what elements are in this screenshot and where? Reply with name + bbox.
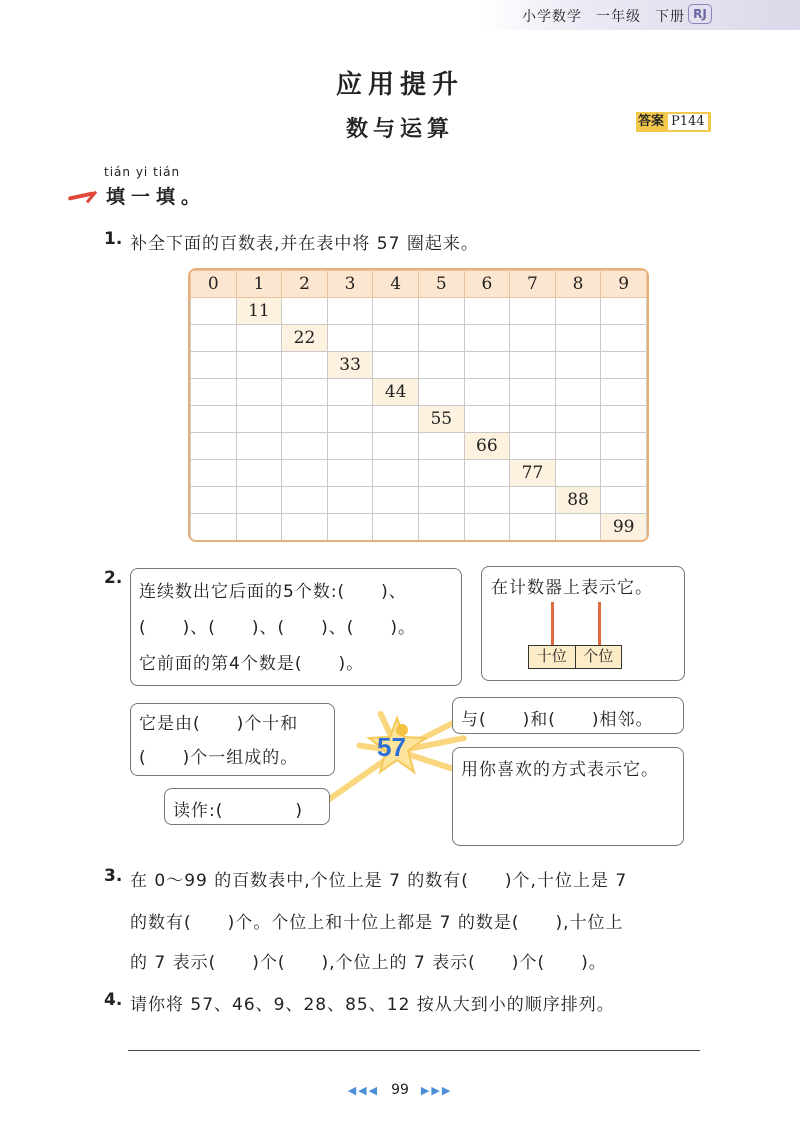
q3-line-1: 在 0～99 的百数表中,个位上是 7 的数有( )个,十位上是 7 [130,871,628,891]
table-cell [464,352,510,379]
table-cell [418,487,464,514]
compose-line-2: ( )个一组成的。 [139,748,299,768]
header-subject: 小学数学 [522,9,582,25]
table-cell [464,514,510,541]
table-cell [191,379,237,406]
express-text: 用你喜欢的方式表示它。 [461,760,659,780]
section-title: 填一填。 [106,186,207,208]
hundred-table-grid [190,270,647,541]
q2-number: 2. [104,568,123,588]
table-cell [282,352,328,379]
table-cell: 55 [418,406,464,433]
box-count-after [130,568,462,686]
table-cell: 5 [418,271,464,298]
table-cell [418,433,464,460]
answer-line [128,1050,700,1051]
table-cell [464,298,510,325]
table-cell: 0 [191,271,237,298]
ones-label: 个位 [583,647,614,665]
table-row [191,298,647,325]
q1-number: 1. [104,229,123,249]
table-row [191,352,647,379]
table-row [191,379,647,406]
page-number: 99 [391,1082,409,1098]
section-pinyin: tián yi tián [104,165,181,179]
table-cell [327,379,373,406]
q4-text: 请你将 57、46、9、28、85、12 按从大到小的顺序排列。 [130,995,615,1015]
table-row [191,460,647,487]
table-cell [510,433,556,460]
table-cell [418,460,464,487]
table-cell [191,325,237,352]
table-cell [555,379,601,406]
table-cell [510,325,556,352]
table-cell: 1 [236,271,282,298]
right-arrows-icon: ▶▶▶ [420,1084,453,1097]
table-cell [555,406,601,433]
q1-text: 补全下面的百数表,并在表中将 57 圈起来。 [130,234,479,254]
page-title: 应用提升 [335,70,464,100]
table-cell [601,406,647,433]
table-cell [510,352,556,379]
table-cell [555,325,601,352]
table-cell [418,352,464,379]
q3-line-3: 的 7 表示( )个( ),个位上的 7 表示( )个( )。 [130,953,607,973]
table-cell [327,487,373,514]
table-cell [327,433,373,460]
table-cell [236,379,282,406]
box-read-as [164,788,330,825]
table-cell: 8 [555,271,601,298]
table-cell [418,298,464,325]
table-cell [327,325,373,352]
table-cell [373,514,419,541]
table-cell [236,406,282,433]
table-cell [191,406,237,433]
table-cell [236,352,282,379]
table-cell [373,325,419,352]
table-cell [418,325,464,352]
table-cell [282,433,328,460]
compose-line-1: 它是由( )个十和 [139,714,299,734]
count-line-2: ( )、( )、( )、( )。 [139,618,417,638]
table-cell [464,406,510,433]
table-cell [555,460,601,487]
answer-label: 答案 [638,114,665,129]
abacus-title: 在计数器上表示它。 [491,578,653,598]
table-row [191,487,647,514]
table-cell [236,514,282,541]
table-cell [191,352,237,379]
table-cell [373,433,419,460]
table-cell [601,487,647,514]
table-cell: 2 [282,271,328,298]
table-cell [601,325,647,352]
q3-line-2: 的数有( )个。个位上和十位上都是 7 的数是( ),十位上 [130,913,624,933]
table-row [191,271,647,298]
answer-reference[interactable] [636,112,711,132]
table-cell: 88 [555,487,601,514]
table-cell: 99 [601,514,647,541]
table-cell [510,406,556,433]
abacus-base [528,645,622,669]
table-cell [601,433,647,460]
left-arrows-icon: ◀◀◀ [347,1084,380,1097]
book-header [522,6,699,26]
page-subtitle: 数与运算 [345,117,454,142]
table-cell: 6 [464,271,510,298]
table-cell [510,298,556,325]
table-cell [191,460,237,487]
table-cell: 77 [510,460,556,487]
table-cell: 3 [327,271,373,298]
table-cell [418,379,464,406]
table-cell [236,325,282,352]
table-cell [373,460,419,487]
table-cell [510,487,556,514]
edition-badge: RJ [688,4,712,24]
table-cell [555,514,601,541]
box-neighbors [452,697,684,734]
table-cell [236,460,282,487]
box-express [452,747,684,846]
table-cell [282,514,328,541]
table-cell [464,379,510,406]
table-cell [282,487,328,514]
table-cell [555,352,601,379]
table-cell [282,379,328,406]
table-cell [327,406,373,433]
table-cell [601,352,647,379]
table-cell [282,460,328,487]
table-cell: 4 [373,271,419,298]
page-footer [0,1082,800,1098]
table-cell [373,487,419,514]
table-cell [327,298,373,325]
table-cell: 44 [373,379,419,406]
box-composition [130,703,335,776]
table-row [191,433,647,460]
table-cell [555,298,601,325]
answer-page: P144 [667,113,709,131]
table-cell [510,379,556,406]
table-cell [191,514,237,541]
table-cell [191,433,237,460]
count-line-3: 它前面的第4个数是( )。 [139,654,365,674]
count-line-1: 连续数出它后面的5个数:( )、 [139,582,407,602]
hundred-table [188,268,649,542]
table-cell [464,460,510,487]
table-cell [236,487,282,514]
table-cell [601,298,647,325]
table-cell [327,514,373,541]
table-cell [191,487,237,514]
tens-label: 十位 [529,646,576,668]
table-cell [464,487,510,514]
table-cell [282,298,328,325]
table-cell [555,433,601,460]
table-cell: 22 [282,325,328,352]
table-row [191,514,647,541]
table-cell: 7 [510,271,556,298]
header-grade: 一年级 [596,9,641,25]
table-cell [191,298,237,325]
table-cell [601,460,647,487]
table-cell [236,433,282,460]
neighbors-text: 与( )和( )相邻。 [461,710,654,730]
table-cell: 66 [464,433,510,460]
table-cell: 33 [327,352,373,379]
table-row [191,406,647,433]
q4-number: 4. [104,990,123,1010]
table-cell [418,514,464,541]
table-cell [373,352,419,379]
center-number: 57 [377,732,406,762]
read-as-text: 读作:( ) [173,801,303,821]
table-cell [327,460,373,487]
q3-number: 3. [104,866,123,886]
table-cell: 11 [236,298,282,325]
table-cell [373,406,419,433]
table-cell [601,379,647,406]
table-row [191,325,647,352]
ones-rod [598,602,601,648]
table-cell [510,514,556,541]
table-cell [464,325,510,352]
table-cell: 9 [601,271,647,298]
tens-rod [551,602,554,648]
table-cell [282,406,328,433]
header-volume: 下册 [655,9,685,25]
table-cell [373,298,419,325]
